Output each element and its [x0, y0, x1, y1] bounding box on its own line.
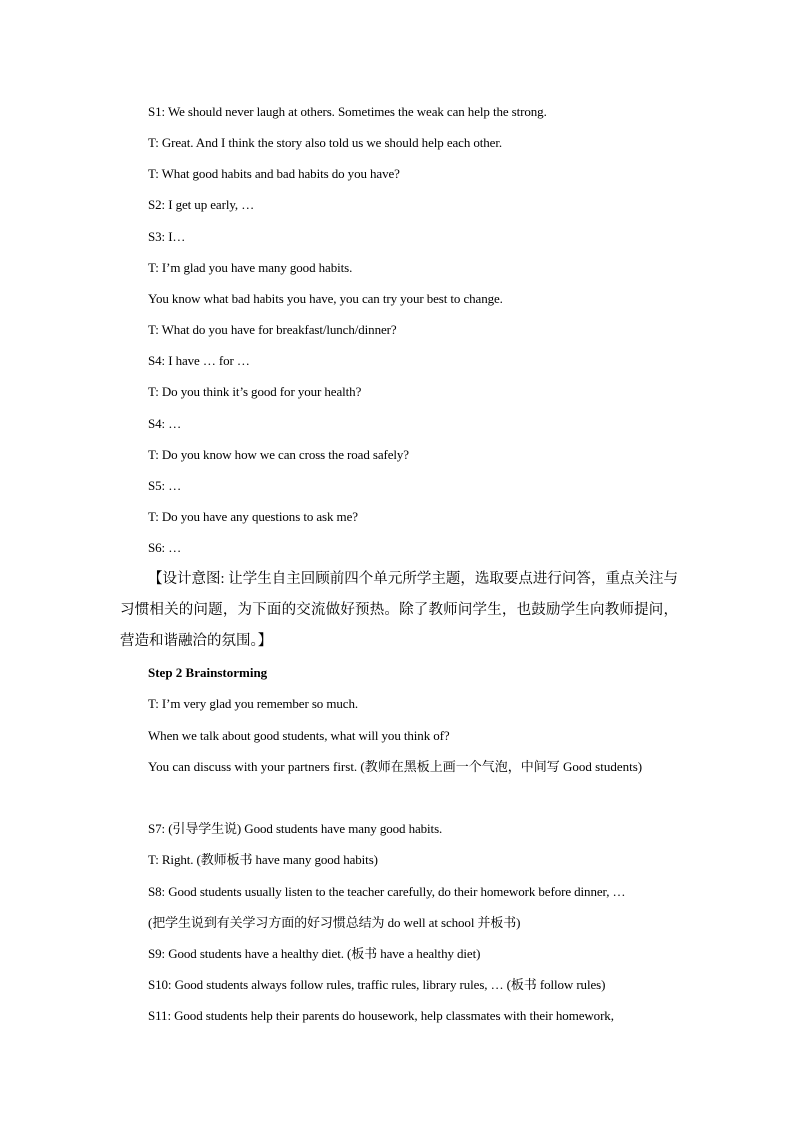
section-heading: Step 2 Brainstorming: [148, 665, 268, 680]
dialogue-line: T: Great. And I think the story also told us we should help each other.: [148, 135, 503, 150]
dialogue-line: T: I’m very glad you remember so much.: [148, 696, 358, 711]
dialogue-line: S4: I have … for …: [148, 353, 250, 368]
dialogue-line: S10: Good students always follow rules, traffic rules, library rules, … (板书 follow rules): [148, 977, 606, 992]
dialogue-line: S11: Good students help their parents do housework, help classmates with their homework,: [148, 1008, 614, 1023]
dialogue-line: S7: (引导学生说) Good students have many good habits.: [148, 821, 443, 836]
dialogue-line: T: Do you think it’s good for your health?: [148, 384, 362, 399]
dialogue-line: T: Do you know how we can cross the road safely?: [148, 447, 409, 462]
dialogue-line: S9: Good students have a healthy diet. (板书 have a healthy diet): [148, 946, 481, 961]
dialogue-line: (把学生说到有关学习方面的好习惯总结为 do well at school 并板书): [148, 915, 521, 930]
dialogue-line: S2: I get up early, …: [148, 197, 255, 212]
dialogue-line: T: What do you have for breakfast/lunch/dinner?: [148, 322, 397, 337]
dialogue-line: S3: I…: [148, 229, 186, 244]
dialogue-line: T: Right. (教师板书 have many good habits): [148, 852, 378, 867]
dialogue-line: S1: We should never laugh at others. Sometimes the weak can help the strong.: [148, 104, 547, 119]
dialogue-line: T: Do you have any questions to ask me?: [148, 509, 358, 524]
design-note: 【设计意图: 让学生自主回顾前四个单元所学主题，选取要点进行问答，重点关注与习惯相关的问题，为下面的交流做好预热。除了教师问学生，也鼓励学生向教师提问，营造和谐融洽的氛围。】: [120, 571, 678, 649]
dialogue-line: You know what bad habits you have, you can try your best to change.: [148, 291, 503, 306]
dialogue-line: S8: Good students usually listen to the teacher carefully, do their homework before dinner, …: [148, 884, 626, 899]
dialogue-line: T: I’m glad you have many good habits.: [148, 260, 353, 275]
dialogue-line: S6: …: [148, 540, 182, 555]
dialogue-line: When we talk about good students, what will you think of?: [148, 728, 450, 743]
dialogue-line: S5: …: [148, 478, 182, 493]
discuss-paragraph: You can discuss with your partners first. (教师在黑板上画一个气泡，中间写 Good students): [148, 759, 643, 774]
dialogue-line: S4: …: [148, 416, 182, 431]
dialogue-line: T: What good habits and bad habits do you have?: [148, 166, 400, 181]
